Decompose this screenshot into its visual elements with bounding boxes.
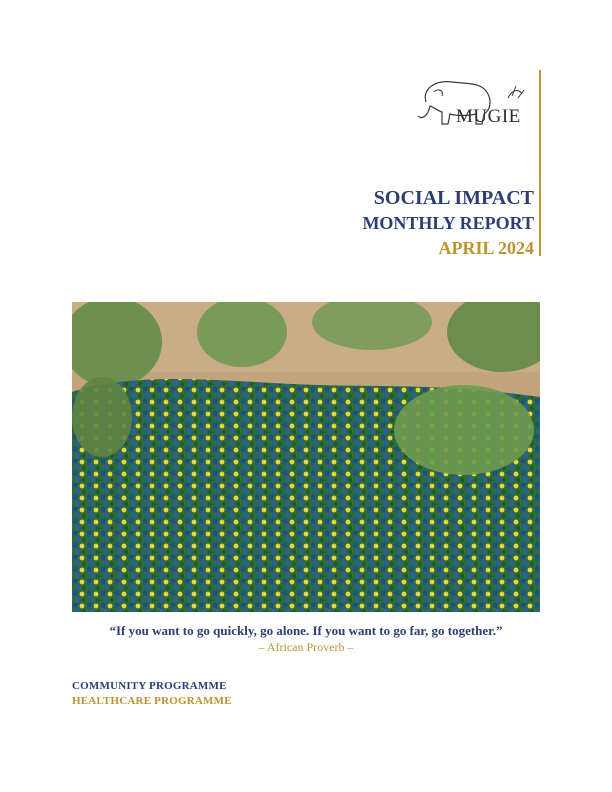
quote-text: “If you want to go quickly, go alone. If you want to go far, go together.” bbox=[109, 623, 503, 638]
crowd-photo bbox=[72, 302, 540, 612]
title-monthly-report: MONTHLY REPORT bbox=[362, 213, 534, 233]
mugie-logo bbox=[412, 76, 532, 128]
report-title bbox=[362, 186, 534, 260]
gold-vertical-rule bbox=[539, 70, 541, 256]
community-programme-heading: COMMUNITY PROGRAMME bbox=[72, 680, 227, 692]
quote-attribution: – African Proverb – bbox=[258, 640, 354, 654]
healthcare-programme-heading: HEALTHCARE PROGRAMME bbox=[72, 695, 232, 707]
logo-text: MUGIE bbox=[456, 106, 521, 127]
title-social-impact: SOCIAL IMPACT bbox=[373, 187, 534, 209]
title-date: APRIL 2024 bbox=[438, 238, 534, 258]
